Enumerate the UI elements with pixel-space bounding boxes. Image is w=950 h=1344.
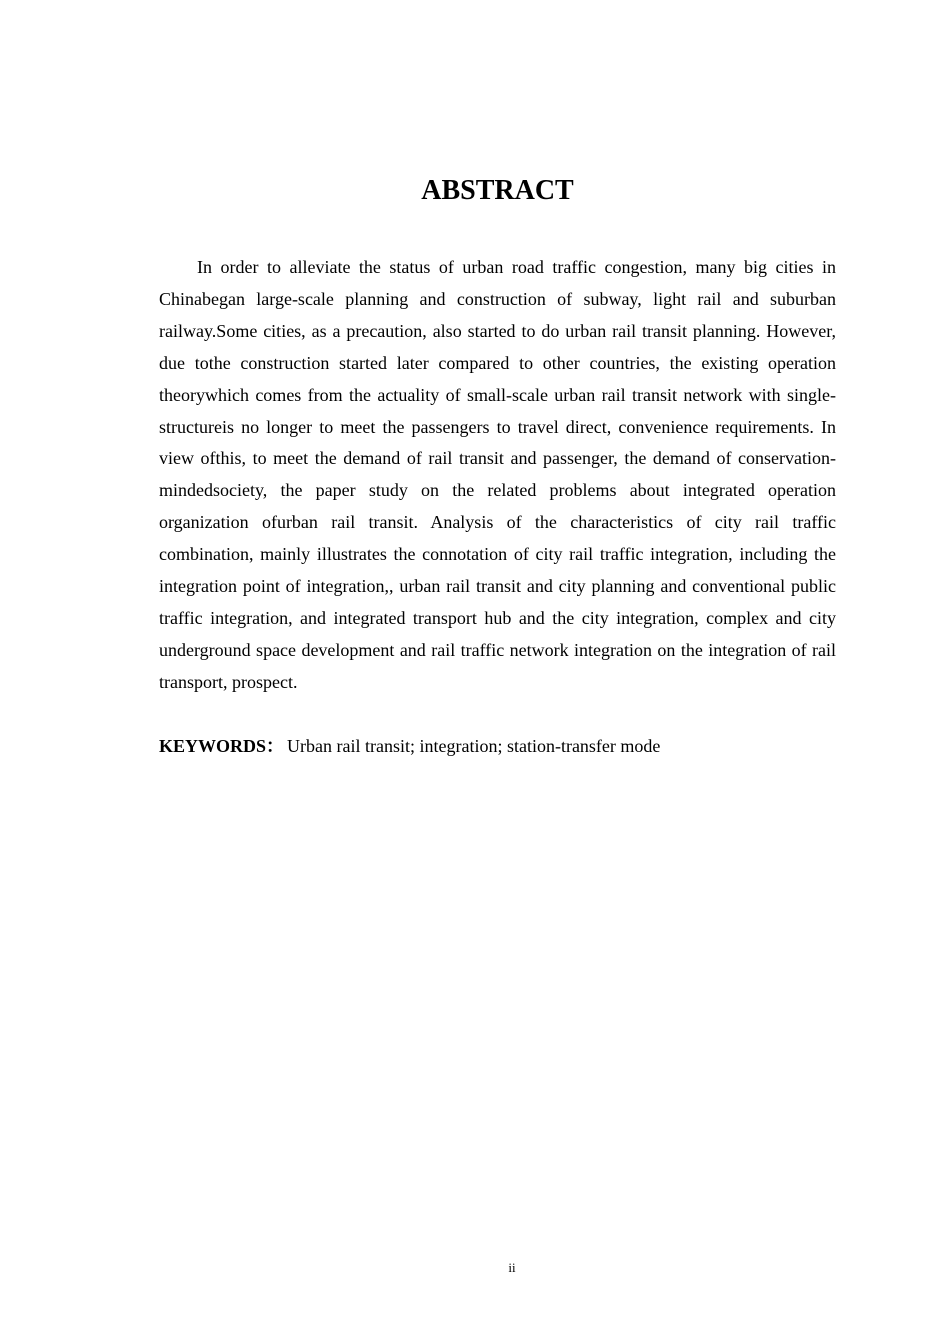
page-number: ii bbox=[508, 1260, 516, 1275]
keywords-line bbox=[159, 731, 836, 762]
keywords-label: KEYWORDS bbox=[159, 736, 267, 756]
abstract-title: ABSTRACT bbox=[421, 175, 574, 206]
keywords-value: Urban rail transit; integration; station-transfer mode bbox=[287, 736, 661, 756]
abstract-paragraph: In order to alleviate the status of urban road traffic congestion, many big cities in Chinabegan large-scale planning and construction of subway, light rail and suburban railway.Some cities, as a precaution, also started to do urban rail transit planning. However, due tothe construction started later compared to other countries, the existing operation theorywhich comes from the actuality of small-scale urban rail transit network with single-structureis no longer to meet the passengers to travel direct, convenience requirements. In view ofthis, to meet the demand of rail transit and passenger, the demand of conservation-mindedsociety, the paper study on the related problems about integrated operation organization ofurban rail transit. Analysis of the characteristics of city rail traffic combination, mainly illustrates the connotation of city rail traffic integration, including the integration point of integration,, urban rail transit and city planning and conventional public traffic integration, and integrated transport hub and the city integration, complex and city underground space development and rail traffic network integration on the integration of rail transport, prospect. bbox=[159, 257, 836, 692]
keywords-separator: ： bbox=[266, 736, 285, 756]
